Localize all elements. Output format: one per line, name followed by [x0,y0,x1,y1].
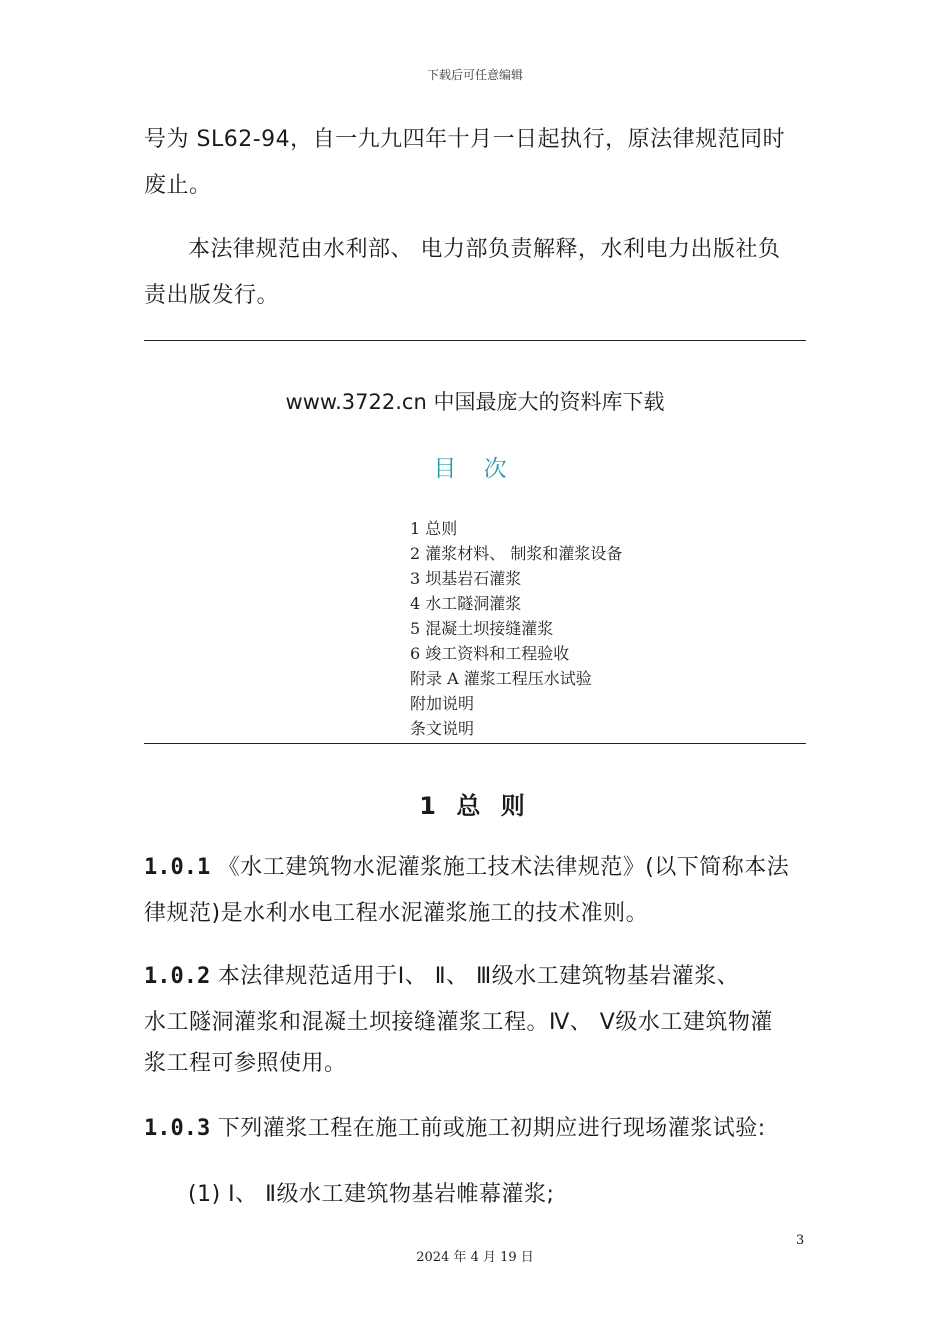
clause-number: 1.0.1 [144,855,211,880]
clause-text: 《水工建筑物水泥灌浆施工技术法律规范》(以下简称本法 [210,855,790,880]
intro-line-1: 号为 SL62-94，自一九九四年十月一日起执行，原法律规范同时 [144,127,786,152]
header-note: 下载后可任意编辑 [426,68,523,82]
chapter-title: 1 总 则 [419,792,531,820]
toc-item[interactable]: 条文说明 [410,719,475,738]
divider-bottom [144,743,806,744]
toc-item[interactable]: 附录 A 灌浆工程压水试验 [410,669,592,688]
intro-line-2: 废止。 [144,173,212,198]
clause-text: 下列灌浆工程在施工前或施工初期应进行现场灌浆试验: [210,1116,766,1141]
toc-item[interactable]: 附加说明 [410,694,475,713]
toc-item[interactable]: 2 灌浆材料、 制浆和灌浆设备 [410,544,623,563]
sub-item-1: (1) Ⅰ、 Ⅱ级水工建筑物基岩帷幕灌浆; [188,1182,555,1207]
clause-1-line-1 [144,850,789,881]
toc-item[interactable]: 4 水工隧洞灌浆 [410,594,522,613]
divider-top [144,340,806,341]
clause-number: 1.0.2 [144,964,211,989]
toc-item[interactable]: 6 竣工资料和工程验收 [410,644,570,663]
clause-3-line-1 [144,1111,766,1142]
clause-text: 本法律规范适用于Ⅰ、 Ⅱ、 Ⅲ级水工建筑物基岩灌浆、 [210,964,740,989]
intro-line-3: 本法律规范由水利部、 电力部负责解释，水利电力出版社负 [188,237,781,262]
clause-1-line-2: 律规范)是水利水电工程水泥灌浆施工的技术准则。 [144,901,649,926]
clause-number: 1.0.3 [144,1116,211,1141]
toc-item[interactable]: 1 总则 [410,519,458,538]
intro-line-4: 责出版发行。 [144,283,280,308]
toc-title: 目 次 [433,456,517,482]
footer-date: 2024 年 4 月 19 日 [416,1250,534,1265]
site-banner: www.3722.cn 中国最庞大的资料库下载 [285,390,665,414]
clause-2-line-2: 水工隧洞灌浆和混凝土坝接缝灌浆工程。Ⅳ、 Ⅴ级水工建筑物灌 [144,1010,773,1035]
clause-2-line-3: 浆工程可参照使用。 [144,1051,347,1076]
page-number: 3 [796,1233,805,1248]
toc-item[interactable]: 3 坝基岩石灌浆 [410,569,522,588]
toc-list [410,516,622,741]
toc-item[interactable]: 5 混凝土坝接缝灌浆 [410,619,554,638]
clause-2-line-1 [144,959,739,990]
